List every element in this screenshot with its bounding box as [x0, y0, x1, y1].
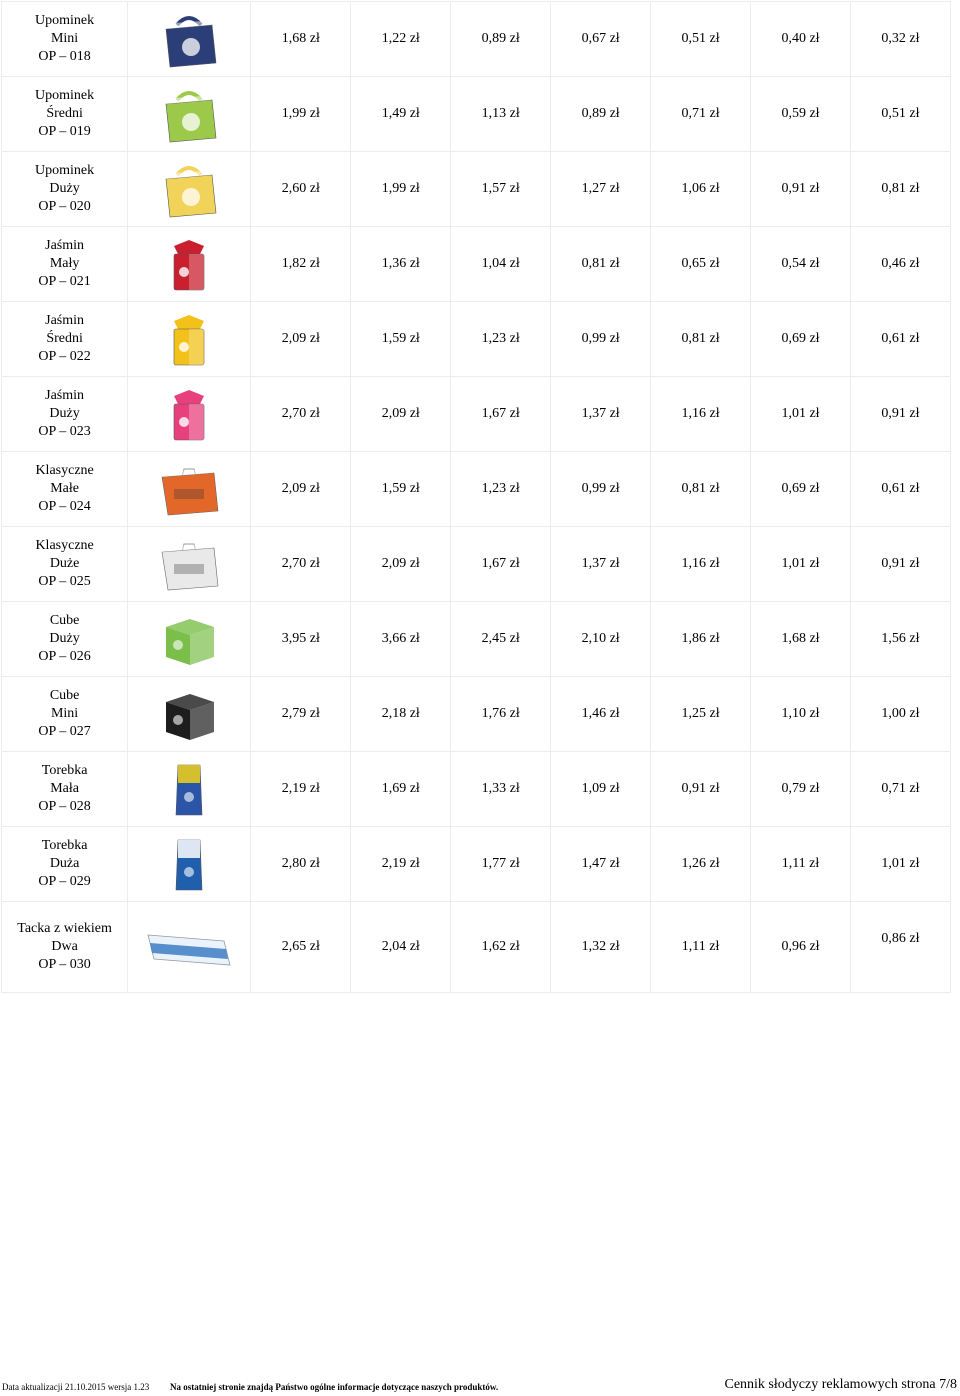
- price-cell: 1,82 zł: [251, 227, 351, 302]
- price-cell: 0,69 zł: [751, 302, 851, 377]
- product-image-cell: [128, 227, 251, 302]
- product-name-cell: [2, 77, 128, 152]
- price-cell: 0,54 zł: [751, 227, 851, 302]
- price-cell: 0,91 zł: [651, 752, 751, 827]
- price-cell: 0,79 zł: [751, 752, 851, 827]
- product-name-cell: [2, 2, 128, 77]
- product-name-line: Duża: [49, 856, 80, 871]
- product-code: OP – 024: [38, 499, 91, 514]
- product-image-cell: [128, 677, 251, 752]
- product-name-line: Cube: [49, 688, 80, 703]
- product-name-line: Jaśmin: [45, 313, 85, 328]
- price-cell: 1,11 zł: [751, 827, 851, 902]
- product-name-cell: [2, 377, 128, 452]
- price-cell: 1,86 zł: [651, 602, 751, 677]
- product-image-cell: [128, 602, 251, 677]
- price-cell: 1,22 zł: [351, 2, 451, 77]
- product-name-line: Upominek: [35, 88, 95, 103]
- product-name-line: Jaśmin: [45, 238, 85, 253]
- price-cell: 1,57 zł: [451, 152, 551, 227]
- price-cell: 0,81 zł: [850, 152, 950, 227]
- product-name-line: Duży: [49, 406, 80, 421]
- price-cell: 0,67 zł: [551, 2, 651, 77]
- table-row: [2, 227, 951, 302]
- price-cell: 0,65 zł: [651, 227, 751, 302]
- product-image-cell: [128, 452, 251, 527]
- footer-update-date: Data aktualizacji 21.10.2015 wersja 1.23: [2, 1382, 150, 1392]
- price-cell: 1,13 zł: [451, 77, 551, 152]
- product-name-line: Duży: [49, 631, 80, 646]
- price-cell: 1,32 zł: [551, 902, 651, 993]
- price-cell: 1,67 zł: [451, 377, 551, 452]
- price-cell: 0,71 zł: [651, 77, 751, 152]
- price-cell: 1,46 zł: [551, 677, 651, 752]
- price-cell: 0,91 zł: [850, 377, 950, 452]
- box-with-handle-green-image: [144, 82, 234, 146]
- price-cell: 1,23 zł: [451, 452, 551, 527]
- table-row: [2, 602, 951, 677]
- price-cell: 3,66 zł: [351, 602, 451, 677]
- price-cell: 0,46 zł: [850, 227, 950, 302]
- table-row: [2, 2, 951, 77]
- product-name-cell: [2, 452, 128, 527]
- product-code: OP – 026: [38, 649, 91, 664]
- price-cell: 0,69 zł: [751, 452, 851, 527]
- table-row: [2, 902, 951, 993]
- product-code: OP – 020: [38, 199, 91, 214]
- price-cell: 2,60 zł: [251, 152, 351, 227]
- table-row: [2, 302, 951, 377]
- page-footer: [0, 1376, 960, 1396]
- price-cell: 2,19 zł: [251, 752, 351, 827]
- price-cell: 1,26 zł: [651, 827, 751, 902]
- price-cell: 1,99 zł: [351, 152, 451, 227]
- price-cell: 0,99 zł: [551, 452, 651, 527]
- product-name-cell: [2, 602, 128, 677]
- product-image-cell: [128, 77, 251, 152]
- footer-page-info: Cennik słodyczy reklamowych strona 7/8: [724, 1377, 957, 1392]
- jasmin-box-pink-image: [144, 382, 234, 446]
- product-code: OP – 023: [38, 424, 91, 439]
- box-with-handle-yellow-image: [144, 157, 234, 221]
- product-code: OP – 025: [38, 574, 91, 589]
- table-row: [2, 752, 951, 827]
- price-cell: 0,91 zł: [850, 527, 950, 602]
- price-cell: 1,01 zł: [751, 527, 851, 602]
- price-cell: 0,59 zł: [751, 77, 851, 152]
- product-name-cell: [2, 902, 128, 993]
- price-cell: 0,32 zł: [850, 2, 950, 77]
- product-name-line: Mini: [50, 706, 79, 721]
- product-name-line: Klasyczne: [35, 463, 94, 478]
- product-name-line: Cube: [49, 613, 80, 628]
- product-name-line: Upominek: [35, 163, 95, 178]
- product-name-cell: [2, 752, 128, 827]
- table-row: [2, 152, 951, 227]
- price-cell: 2,04 zł: [351, 902, 451, 993]
- product-name-line: Torebka: [41, 838, 88, 853]
- price-cell: 1,37 zł: [551, 377, 651, 452]
- product-image-cell: [128, 2, 251, 77]
- price-cell: 1,76 zł: [451, 677, 551, 752]
- product-name-cell: [2, 152, 128, 227]
- table-row: [2, 677, 951, 752]
- jasmin-box-yellow-image: [144, 307, 234, 371]
- price-cell: 0,91 zł: [751, 152, 851, 227]
- price-cell: 2,79 zł: [251, 677, 351, 752]
- price-cell: 2,80 zł: [251, 827, 351, 902]
- classic-box-white-image: [144, 532, 234, 596]
- price-cell: 1,49 zł: [351, 77, 451, 152]
- price-cell: 1,37 zł: [551, 527, 651, 602]
- price-cell: 1,59 zł: [351, 302, 451, 377]
- cube-box-black-image: [144, 682, 234, 746]
- box-with-handle-blue-image: [144, 7, 234, 71]
- table-row: [2, 827, 951, 902]
- product-image-cell: [128, 377, 251, 452]
- price-cell: 1,33 zł: [451, 752, 551, 827]
- price-cell: 0,40 zł: [751, 2, 851, 77]
- price-cell: 1,27 zł: [551, 152, 651, 227]
- jasmin-box-red-image: [144, 232, 234, 296]
- product-name-line: Małe: [50, 481, 79, 496]
- price-cell: 1,67 zł: [451, 527, 551, 602]
- price-cell: 1,16 zł: [651, 527, 751, 602]
- price-cell: 1,11 zł: [651, 902, 751, 993]
- table-row: [2, 452, 951, 527]
- product-image-cell: [128, 752, 251, 827]
- price-cell: 0,81 zł: [551, 227, 651, 302]
- classic-box-orange-image: [144, 457, 234, 521]
- price-cell: 1,10 zł: [751, 677, 851, 752]
- product-name-cell: [2, 227, 128, 302]
- price-cell: 2,18 zł: [351, 677, 451, 752]
- price-cell: 0,61 zł: [850, 452, 950, 527]
- price-cell: 2,70 zł: [251, 377, 351, 452]
- price-cell: 0,99 zł: [551, 302, 651, 377]
- product-name-line: Upominek: [35, 13, 95, 28]
- price-cell: 1,01 zł: [850, 827, 950, 902]
- product-name-line: Średni: [46, 106, 83, 121]
- price-cell: 1,09 zł: [551, 752, 651, 827]
- price-cell: 0,89 zł: [451, 2, 551, 77]
- price-cell: 1,68 zł: [751, 602, 851, 677]
- product-image-cell: [128, 302, 251, 377]
- product-code: OP – 022: [38, 349, 91, 364]
- product-name-line: Torebka: [41, 763, 88, 778]
- bag-small-yellow-blue-image: [144, 757, 234, 821]
- price-table: [1, 1, 951, 993]
- price-cell: 1,01 zł: [751, 377, 851, 452]
- price-cell: 2,09 zł: [251, 302, 351, 377]
- product-image-cell: [128, 827, 251, 902]
- product-code: OP – 030: [38, 957, 91, 972]
- product-name-line: Duże: [49, 556, 80, 571]
- product-name-cell: [2, 527, 128, 602]
- product-code: OP – 021: [38, 274, 91, 289]
- price-cell: 2,09 zł: [351, 377, 451, 452]
- price-cell: 1,77 zł: [451, 827, 551, 902]
- product-name-cell: [2, 677, 128, 752]
- price-cell: 0,61 zł: [850, 302, 950, 377]
- price-cell: 1,47 zł: [551, 827, 651, 902]
- price-cell: 2,70 zł: [251, 527, 351, 602]
- product-name-line: Mały: [49, 256, 80, 271]
- price-cell: 0,81 zł: [651, 452, 751, 527]
- bag-large-blue-image: [144, 832, 234, 896]
- product-code: OP – 029: [38, 874, 91, 889]
- table-row: [2, 377, 951, 452]
- price-cell: 1,00 zł: [850, 677, 950, 752]
- price-cell: 1,56 zł: [850, 602, 950, 677]
- cube-box-green-image: [144, 607, 234, 671]
- product-name-line: Klasyczne: [35, 538, 94, 553]
- product-name-line: Mini: [50, 31, 79, 46]
- product-name-line: Dwa: [51, 939, 78, 954]
- product-code: OP – 028: [38, 799, 91, 814]
- price-cell: 0,81 zł: [651, 302, 751, 377]
- product-name-cell: [2, 827, 128, 902]
- price-cell: 1,68 zł: [251, 2, 351, 77]
- price-cell: 0,51 zł: [850, 77, 950, 152]
- price-cell: 0,89 zł: [551, 77, 651, 152]
- product-code: OP – 019: [38, 124, 91, 139]
- footer-note: Na ostatniej stronie znajdą Państwo ogólne informacje dotyczące naszych produktów.: [170, 1382, 499, 1392]
- product-name-cell: [2, 302, 128, 377]
- product-image-cell: [128, 902, 251, 993]
- price-cell: 1,36 zł: [351, 227, 451, 302]
- table-row: [2, 527, 951, 602]
- table-row: [2, 77, 951, 152]
- price-cell: 0,96 zł: [751, 902, 851, 993]
- price-cell: 2,10 zł: [551, 602, 651, 677]
- price-cell: 2,19 zł: [351, 827, 451, 902]
- price-cell: 0,86 zł: [850, 902, 950, 993]
- product-image-cell: [128, 152, 251, 227]
- product-code: OP – 018: [38, 49, 91, 64]
- product-image-cell: [128, 527, 251, 602]
- price-cell: 1,04 zł: [451, 227, 551, 302]
- price-cell: 2,65 zł: [251, 902, 351, 993]
- price-cell: 1,59 zł: [351, 452, 451, 527]
- price-cell: 0,51 zł: [651, 2, 751, 77]
- price-cell: 1,25 zł: [651, 677, 751, 752]
- product-name-line: Tacka z wiekiem: [17, 921, 112, 936]
- product-name-line: Duży: [49, 181, 80, 196]
- price-cell: 1,69 zł: [351, 752, 451, 827]
- product-name-line: Mała: [50, 781, 79, 796]
- price-cell: 1,16 zł: [651, 377, 751, 452]
- price-cell: 1,62 zł: [451, 902, 551, 993]
- tray-with-lid-image: [144, 915, 234, 979]
- price-cell: 2,45 zł: [451, 602, 551, 677]
- product-name-line: Jaśmin: [45, 388, 85, 403]
- price-cell: 1,06 zł: [651, 152, 751, 227]
- price-cell: 0,71 zł: [850, 752, 950, 827]
- price-cell: 2,09 zł: [351, 527, 451, 602]
- price-table-body: [2, 2, 951, 993]
- price-cell: 1,99 zł: [251, 77, 351, 152]
- product-name-line: Średni: [46, 331, 83, 346]
- price-cell: 1,23 zł: [451, 302, 551, 377]
- product-code: OP – 027: [38, 724, 91, 739]
- price-cell: 2,09 zł: [251, 452, 351, 527]
- price-cell: 3,95 zł: [251, 602, 351, 677]
